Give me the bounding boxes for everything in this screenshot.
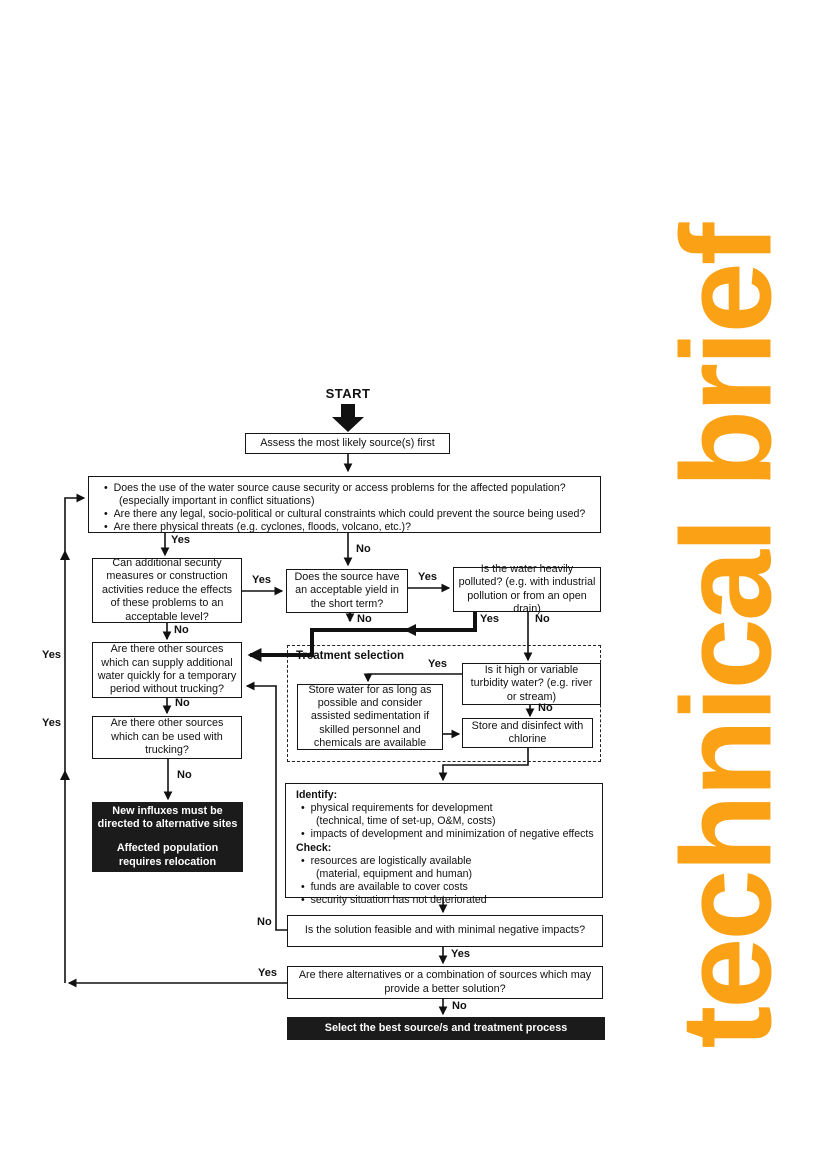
node-alternatives-combination: Are there alternatives or a combination of sources which may provide a better solution? <box>287 966 603 999</box>
edge-label-no: No <box>175 697 190 709</box>
edge-label-yes: Yes <box>418 571 437 583</box>
node-acceptable-yield: Does the source have an acceptable yield in the short term? <box>286 569 408 613</box>
edge-label-yes: Yes <box>42 717 61 729</box>
text-line: Check: <box>296 841 332 854</box>
text-line: • resources are logistically available <box>296 855 608 868</box>
technical-brief-wordmark: technical brief <box>655 225 799 1049</box>
edge-label-no: No <box>356 543 371 555</box>
text-line: Identify: <box>296 789 338 801</box>
node-store-disinfect-chlorine: Store and disinfect with chlorine <box>462 718 593 748</box>
node-heavily-polluted: Is the water heavily polluted? (e.g. with industrial pollution or from an open drain) <box>453 567 601 612</box>
edge-label-yes: Yes <box>42 649 61 661</box>
text-line: • physical requirements for development <box>296 802 608 815</box>
text-line: • security situation has not deteriorated <box>296 894 608 907</box>
mid-flow-arrowhead <box>404 624 416 636</box>
text-line: • Does the use of the water source cause security or access problems for the affected population? <box>99 482 606 495</box>
edge-label-no: No <box>174 624 189 636</box>
start-block-arrow <box>332 404 364 432</box>
node-relocation-required <box>92 802 243 872</box>
edge-label-no: No <box>357 613 372 625</box>
edge-label-yes: Yes <box>252 574 271 586</box>
feedback-up-arrowhead <box>60 550 70 560</box>
treatment-selection-title: Treatment selection <box>296 650 405 662</box>
relocation-line-2: Affected population requires relocation <box>116 842 219 868</box>
text-line: • Are there physical threats (e.g. cyclones, floods, volcano, etc.)? <box>99 521 606 534</box>
text-line: • funds are available to cover costs <box>296 881 608 894</box>
edge-label-yes: Yes <box>451 948 470 960</box>
edge-label-yes: Yes <box>480 613 499 625</box>
relocation-line-1: New influxes must be directed to alternative sites <box>97 805 238 831</box>
node-security-measures: Can additional security measures or construction activities reduce the effects of these problems to an acceptable level? <box>92 558 242 623</box>
node-solution-feasible: Is the solution feasible and with minimal negative impacts? <box>287 915 603 947</box>
edge-label-yes: Yes <box>428 658 447 670</box>
node-identify-check <box>285 783 603 906</box>
node-select-best-source: Select the best source/s and treatment process <box>287 1017 605 1040</box>
start-label: START <box>325 386 371 401</box>
text-line: (technical, time of set-up, O&M, costs) <box>316 815 496 828</box>
text-line: (material, equipment and human) <box>316 867 473 880</box>
node-turbidity-water: Is it high or variable turbidity water? (e.g. river or stream) <box>462 663 601 705</box>
edge-label-no: No <box>177 769 192 781</box>
node-other-sources-no-trucking: Are there other sources which can supply additional water quickly for a temporary period without trucking? <box>92 642 242 698</box>
node-other-sources-trucking: Are there other sources which can be used with trucking? <box>92 716 242 759</box>
node-assess-sources: Assess the most likely source(s) first <box>245 433 450 454</box>
feedback-up-arrowhead <box>60 770 70 780</box>
node-constraints-check <box>88 476 601 533</box>
edge-label-no: No <box>452 1000 467 1012</box>
edge-label-no: No <box>535 613 550 625</box>
text-line: • impacts of development and minimization of negative effects <box>296 828 608 841</box>
edge-label-no: No <box>257 916 272 928</box>
edge-label-no: No <box>538 702 553 714</box>
node-store-water-sedimentation: Store water for as long as possible and consider assisted sedimentation if skilled personnel and chemicals are available <box>297 684 443 750</box>
edge-label-yes: Yes <box>171 534 190 546</box>
text-line: • Are there any legal, socio-political or cultural constraints which could prevent the source being used? <box>99 508 606 521</box>
edge-label-yes: Yes <box>258 967 277 979</box>
text-line: (especially important in conflict situations) <box>119 495 315 508</box>
